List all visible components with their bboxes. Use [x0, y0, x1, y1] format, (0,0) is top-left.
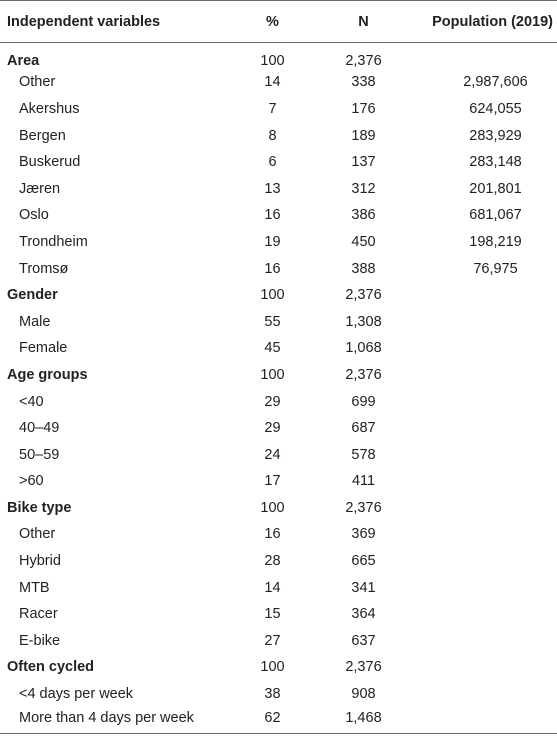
- percent-cell: 100: [260, 366, 285, 383]
- n-cell: 341: [351, 579, 376, 596]
- population-cell: [414, 362, 557, 389]
- group-row: [0, 362, 557, 389]
- percent-cell: 13: [264, 180, 281, 197]
- row-label: Oslo: [19, 207, 49, 224]
- row-label: Other: [19, 526, 56, 543]
- row-label: <4 days per week: [19, 686, 134, 703]
- n-cell: 687: [351, 420, 376, 437]
- population-cell: [414, 415, 557, 442]
- population-cell: [414, 601, 557, 628]
- percent-cell: 8: [268, 127, 277, 144]
- n-cell: 386: [351, 207, 376, 224]
- population-cell: [414, 495, 557, 522]
- table-row: [0, 548, 557, 575]
- row-label: Buskerud: [19, 154, 81, 171]
- population-cell: [414, 654, 557, 681]
- group-label: Often cycled: [7, 659, 95, 676]
- percent-cell: 100: [260, 659, 285, 676]
- population-cell: 76,975: [473, 260, 518, 277]
- percent-cell: 16: [264, 526, 281, 543]
- n-cell: 1,068: [345, 340, 382, 357]
- header-n: N: [313, 1, 414, 43]
- table-row: [0, 202, 557, 229]
- table-row: [0, 69, 557, 96]
- group-label: Bike type: [7, 499, 72, 516]
- row-label: Racer: [19, 606, 58, 623]
- percent-cell: 17: [264, 473, 281, 490]
- n-cell: 665: [351, 553, 376, 570]
- n-cell: 1,308: [345, 313, 382, 330]
- population-cell: 624,055: [469, 100, 522, 117]
- table-row: [0, 122, 557, 149]
- table-row: [0, 229, 557, 256]
- population-cell: [414, 335, 557, 362]
- population-cell: [414, 388, 557, 415]
- percent-cell: 27: [264, 632, 281, 649]
- n-cell: 411: [351, 473, 376, 490]
- table-row: [0, 468, 557, 495]
- population-cell: [414, 574, 557, 601]
- row-label: Male: [19, 313, 51, 330]
- percent-cell: 29: [264, 393, 281, 410]
- group-label: Area: [7, 53, 40, 70]
- percent-cell: 24: [264, 446, 281, 463]
- n-cell: 2,376: [345, 287, 382, 304]
- group-row: [0, 495, 557, 522]
- n-cell: 1,468: [313, 707, 414, 734]
- row-label: Bergen: [19, 127, 66, 144]
- n-cell: 2,376: [345, 659, 382, 676]
- population-cell: 201,801: [469, 180, 522, 197]
- table-row: [0, 96, 557, 123]
- percent-cell: 38: [264, 686, 281, 703]
- table-row: [0, 441, 557, 468]
- table-row: [0, 707, 557, 734]
- percent-cell: 62: [232, 707, 313, 734]
- percent-cell: 14: [264, 579, 281, 596]
- percent-cell: 16: [264, 207, 281, 224]
- table-row: [0, 308, 557, 335]
- group-label: Gender: [7, 287, 58, 304]
- n-cell: 388: [351, 260, 376, 277]
- population-cell: [414, 308, 557, 335]
- table-row: [0, 415, 557, 442]
- row-label: >60: [19, 473, 44, 490]
- n-cell: 699: [351, 393, 376, 410]
- row-label: E-bike: [19, 632, 61, 649]
- percent-cell: 100: [260, 287, 285, 304]
- population-cell: 2,987,606: [463, 74, 528, 91]
- header-population: Population (2019): [414, 1, 557, 43]
- row-label: 50–59: [19, 446, 60, 463]
- percent-cell: 100: [260, 53, 285, 70]
- n-cell: 312: [351, 180, 376, 197]
- header-percent: %: [232, 1, 313, 43]
- n-cell: 450: [351, 233, 376, 250]
- table-body: [0, 43, 557, 734]
- percent-cell: 55: [264, 313, 281, 330]
- table-row: [0, 628, 557, 655]
- percent-cell: 16: [264, 260, 281, 277]
- row-label: <40: [19, 393, 44, 410]
- table-row: [0, 335, 557, 362]
- row-label: More than 4 days per week: [0, 707, 232, 734]
- percent-cell: 28: [264, 553, 281, 570]
- n-cell: 369: [351, 526, 376, 543]
- percent-cell: 7: [268, 100, 277, 117]
- n-cell: 176: [351, 100, 376, 117]
- n-cell: 2,376: [345, 53, 382, 70]
- percent-cell: 45: [264, 340, 281, 357]
- group-row: [0, 282, 557, 309]
- header-row: [0, 1, 557, 43]
- percent-cell: 100: [260, 499, 285, 516]
- n-cell: 189: [351, 127, 376, 144]
- row-label: Jæren: [19, 180, 61, 197]
- row-label: Akershus: [19, 100, 80, 117]
- n-cell: 338: [351, 74, 376, 91]
- percent-cell: 19: [264, 233, 281, 250]
- population-cell: [414, 521, 557, 548]
- n-cell: 2,376: [345, 366, 382, 383]
- table-row: [0, 601, 557, 628]
- table-row: [0, 255, 557, 282]
- n-cell: 2,376: [345, 499, 382, 516]
- population-cell: [414, 628, 557, 655]
- population-cell: 198,219: [469, 233, 522, 250]
- population-cell: [414, 468, 557, 495]
- table-row: [0, 388, 557, 415]
- n-cell: 137: [351, 154, 376, 171]
- n-cell: 578: [351, 446, 376, 463]
- table-row: [0, 149, 557, 176]
- n-cell: 908: [351, 686, 376, 703]
- population-cell: [414, 707, 557, 734]
- table-header: [0, 1, 557, 43]
- population-cell: [414, 681, 557, 708]
- group-label: Age groups: [7, 366, 88, 383]
- population-cell: 283,929: [469, 127, 522, 144]
- population-cell: 681,067: [469, 207, 522, 224]
- population-cell: [414, 282, 557, 309]
- percent-cell: 15: [264, 606, 281, 623]
- row-label: MTB: [19, 579, 50, 596]
- group-row: [0, 43, 557, 70]
- header-independent-variables: Independent variables: [0, 1, 232, 43]
- population-cell: [414, 441, 557, 468]
- row-label: Other: [19, 74, 56, 91]
- percent-cell: 29: [264, 420, 281, 437]
- population-cell: [414, 548, 557, 575]
- table-row: [0, 521, 557, 548]
- population-cell: [414, 43, 557, 70]
- row-label: 40–49: [19, 420, 60, 437]
- n-cell: 364: [351, 606, 376, 623]
- percent-cell: 14: [264, 74, 281, 91]
- row-label: Trondheim: [19, 233, 88, 250]
- row-label: Hybrid: [19, 553, 61, 570]
- population-cell: 283,148: [469, 154, 522, 171]
- table-row: [0, 574, 557, 601]
- row-label: Tromsø: [19, 260, 69, 277]
- n-cell: 637: [351, 632, 376, 649]
- row-label: Female: [19, 340, 68, 357]
- group-row: [0, 654, 557, 681]
- table-row: [0, 175, 557, 202]
- table-row: [0, 681, 557, 708]
- percent-cell: 6: [268, 154, 277, 171]
